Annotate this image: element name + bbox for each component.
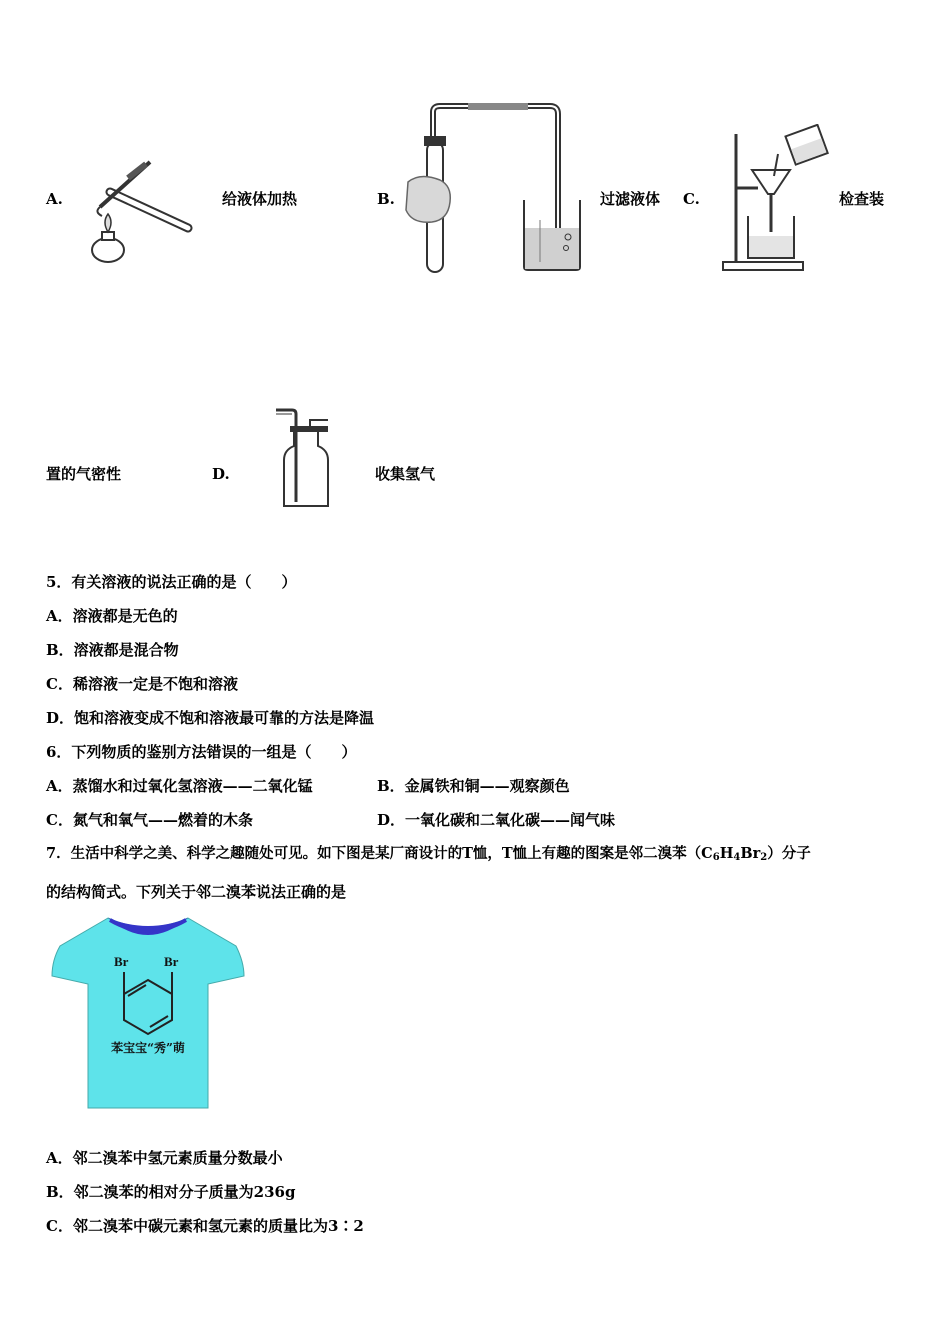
q7-stem-part1: 7．生活中科学之美、科学之趣随处可见。如下图是某厂商设计的T恤，T恤上有趣的图案是邻二溴苯（C (46, 845, 713, 862)
q7-br: Br (740, 845, 761, 862)
q5-option-a: A．溶液都是无色的 (46, 607, 178, 625)
figure-c-filtration (718, 124, 833, 276)
q5-option-c: C．稀溶液一定是不饱和溶液 (46, 675, 238, 693)
q7-h: H (719, 845, 734, 862)
shirt-br-left: Br (114, 954, 129, 969)
option-b-letter: B. (377, 190, 395, 208)
q7-sub6: 6 (712, 852, 720, 863)
option-b-text: 过滤液体 (600, 190, 661, 208)
shirt-slogan: 苯宝宝“秀”萌 (111, 1041, 185, 1055)
figure-a-heating-liquid (80, 152, 200, 272)
q5-option-d: D．饱和溶液变成不饱和溶液最可靠的方法是降温 (46, 709, 375, 727)
q7-option-c: C．邻二溴苯中碳元素和氢元素的质量比为3∶2 (46, 1217, 364, 1235)
option-c-text-part2: 置的气密性 (46, 465, 122, 483)
q6-option-a: A．蒸馏水和过氧化氢溶液——二氧化锰 (46, 777, 313, 795)
option-a-letter: A. (46, 190, 63, 208)
option-c-text-part1: 检查装 (839, 190, 885, 208)
q7-option-a: A．邻二溴苯中氢元素质量分数最小 (46, 1149, 283, 1167)
option-d-text: 收集氢气 (375, 465, 436, 483)
q6-option-b: B．金属铁和铜——观察颜色 (377, 777, 570, 795)
figure-d-gas-bottle (268, 402, 338, 510)
q7-option-b: B．邻二溴苯的相对分子质量为236g (46, 1183, 296, 1201)
q7-sub4: 4 (733, 852, 741, 863)
q7-stem-line1 (46, 844, 811, 868)
q7-stem-part2: ）分子 (767, 845, 811, 862)
option-c-letter: C. (683, 190, 700, 208)
shirt-br-right: Br (164, 954, 179, 969)
tshirt-figure (48, 912, 248, 1112)
q7-sub2: 2 (760, 852, 768, 863)
option-d-letter: D. (212, 465, 230, 483)
q6-option-c: C．氮气和氧气——燃着的木条 (46, 811, 253, 829)
q5-option-b: B．溶液都是混合物 (46, 641, 179, 659)
tshirt-body (52, 918, 244, 1108)
q6-option-d: D．一氧化碳和二氧化碳——闻气味 (377, 811, 616, 829)
q6-stem: 6．下列物质的鉴别方法错误的一组是（ ） (46, 743, 357, 761)
option-a-text: 给液体加热 (222, 190, 298, 208)
figure-b-apparatus (400, 102, 590, 277)
q5-stem: 5．有关溶液的说法正确的是（ ） (46, 573, 297, 591)
q7-stem-line2: 的结构简式。下列关于邻二溴苯说法正确的是 (46, 883, 347, 901)
